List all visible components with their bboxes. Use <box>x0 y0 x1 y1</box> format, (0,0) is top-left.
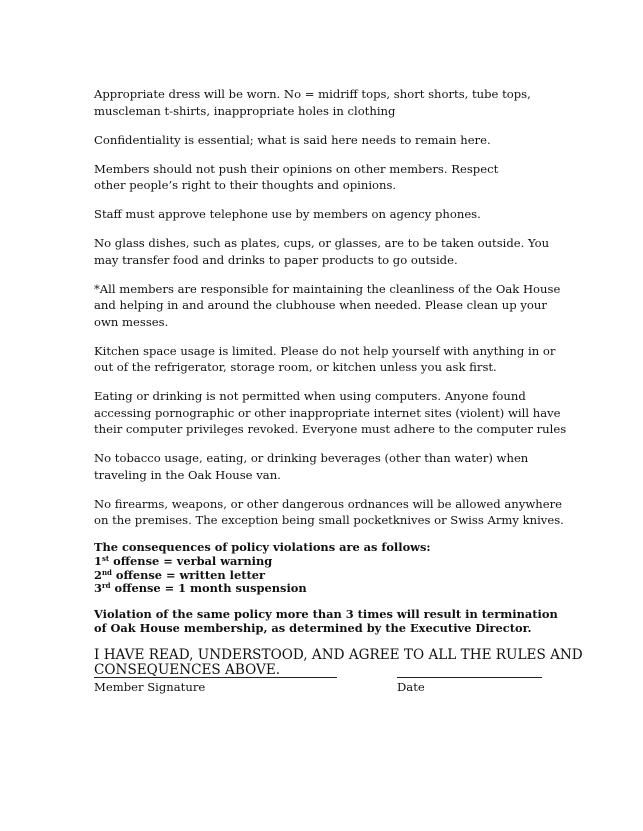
rule-paragraph <box>94 343 554 376</box>
rule-line: Eating or drinking is not permitted when using computers. Anyone found <box>94 389 526 403</box>
rule-line: their computer privileges revoked. Everyone must adhere to the computer rules <box>94 422 567 436</box>
rule-line: traveling in the Oak House van. <box>94 467 281 482</box>
rule-paragraph <box>94 450 554 483</box>
rule-line: accessing pornographic or other inappropriate internet sites (violent) will have <box>94 405 561 420</box>
rule-line: No firearms, weapons, or other dangerous ordnances will be allowed anywhere <box>94 496 562 511</box>
rule-line: muscleman t-shirts, inappropriate holes in clothing <box>94 103 396 118</box>
rule-line: No tobacco usage, eating, or drinking beverages (other than water) when <box>94 451 529 465</box>
consequences-heading: The consequences of policy violations are as follows: <box>94 540 431 554</box>
rule-line: own messes. <box>94 314 169 329</box>
rule-line: Appropriate dress will be worn. No = midriff tops, short shorts, tube tops, <box>94 87 531 101</box>
rule-line: out of the refrigerator, storage room, or kitchen unless you ask first. <box>94 360 497 374</box>
rule-line: Confidentiality is essential; what is said here needs to remain here. <box>94 132 491 147</box>
rule-paragraph <box>94 206 554 223</box>
consequences-block <box>94 541 554 596</box>
rule-paragraph <box>94 132 554 149</box>
rule-line: may transfer food and drinks to paper products to go outside. <box>94 252 458 267</box>
consequence-item: 2nd offense = written letter <box>94 567 265 582</box>
member-signature-block <box>94 676 337 694</box>
member-signature-label: Member Signature <box>94 680 206 694</box>
date-line[interactable] <box>397 676 542 678</box>
rule-paragraph <box>94 161 554 194</box>
member-signature-line[interactable] <box>94 676 337 678</box>
consequence-item: 3rd offense = 1 month suspension <box>94 581 307 596</box>
rules-document <box>94 86 583 679</box>
rule-line: No glass dishes, such as plates, cups, or glasses, are to be taken outside. You <box>94 236 550 250</box>
date-block <box>397 676 542 694</box>
termination-notice: Violation of the same policy more than 3 times will result in termination of Oak House membership, as determined by the Executive Director. <box>94 607 558 635</box>
rule-line: other people’s right to their thoughts and opinions. <box>94 178 397 192</box>
rule-paragraph <box>94 388 567 438</box>
rule-line: Members should not push their opinions on other members. Respect <box>94 161 499 176</box>
rule-line: on the premises. The exception being small pocketknives or Swiss Army knives. <box>94 513 564 527</box>
signature-row <box>94 676 554 706</box>
agreement-statement: I HAVE READ, UNDERSTOOD, AND AGREE TO ALL THE RULES AND CONSEQUENCES ABOVE. <box>94 646 583 679</box>
rule-line: Staff must approve telephone use by members on agency phones. <box>94 207 481 221</box>
rule-paragraph <box>94 235 554 268</box>
rule-line: Kitchen space usage is limited. Please do not help yourself with anything in or <box>94 343 556 358</box>
rule-paragraph <box>94 281 561 331</box>
rule-line: *All members are responsible for maintaining the cleanliness of the Oak House <box>94 281 561 296</box>
consequence-item: 1st offense = verbal warning <box>94 553 273 568</box>
rule-paragraph <box>94 86 554 119</box>
rules-list <box>94 86 567 529</box>
rule-line: and helping in and around the clubhouse when needed. Please clean up your <box>94 298 547 312</box>
rule-paragraph <box>94 496 564 529</box>
date-label: Date <box>397 680 425 694</box>
